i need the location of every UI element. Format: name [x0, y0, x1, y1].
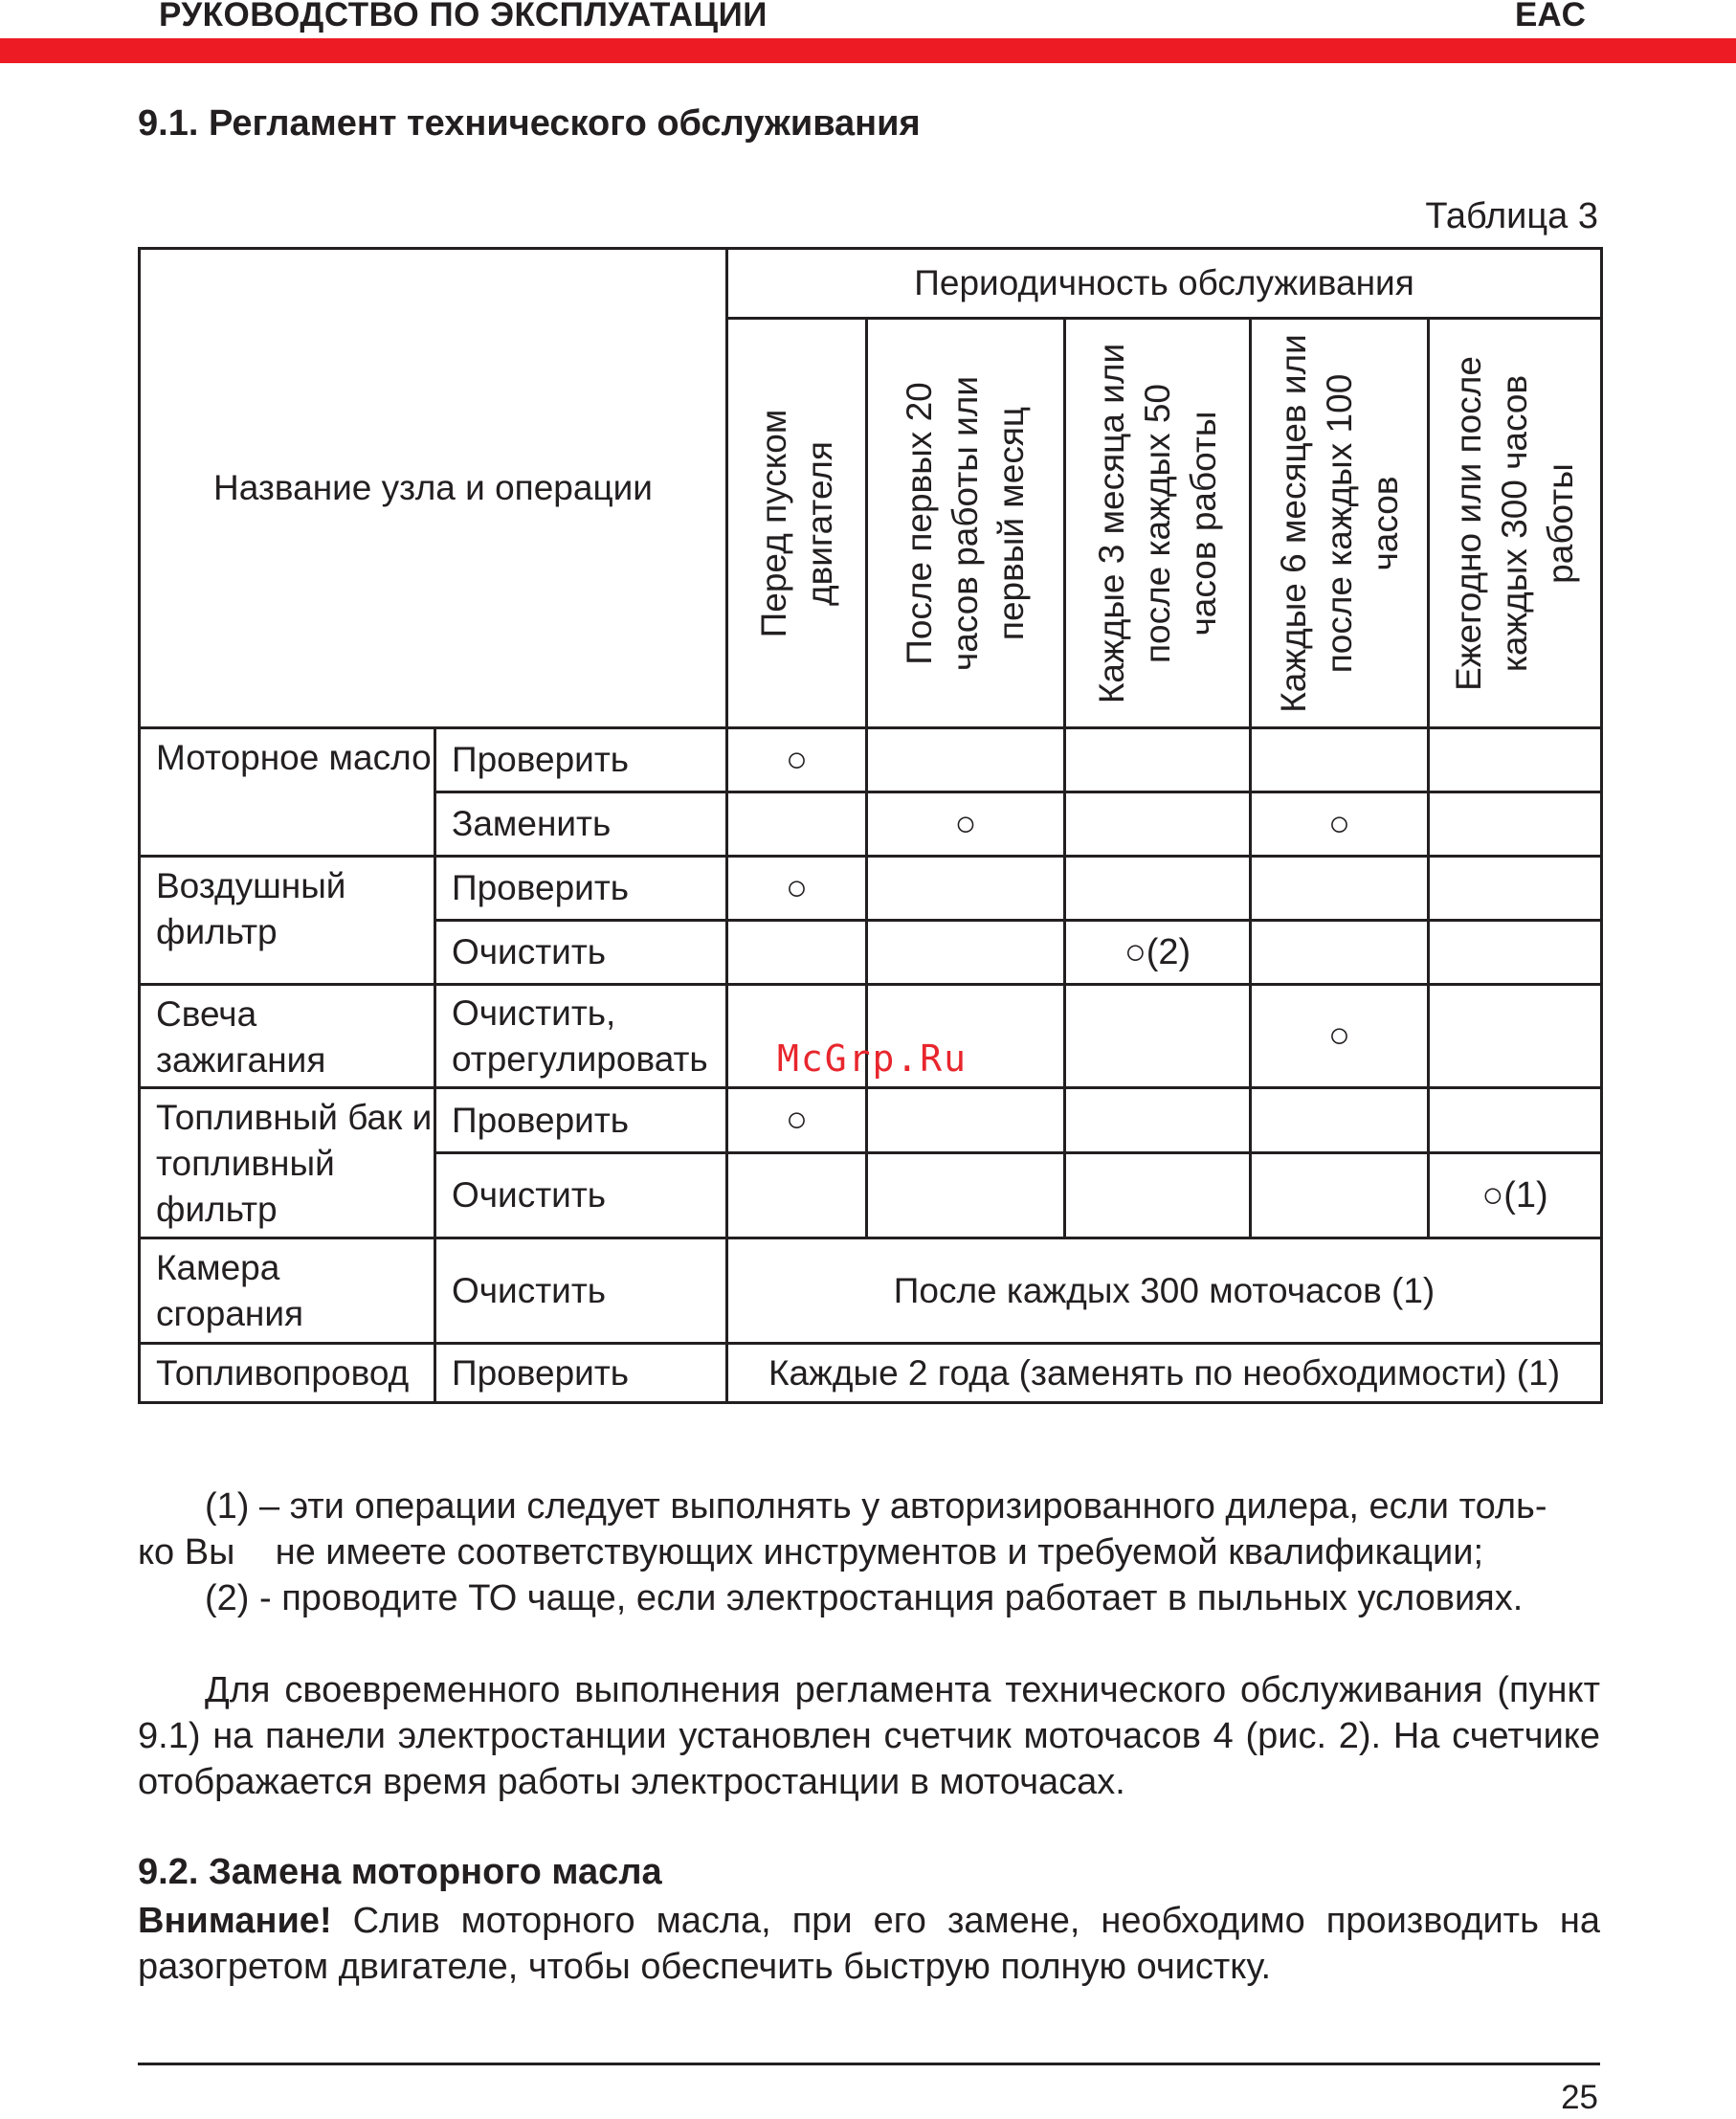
node-cell: Топливопровод: [140, 1344, 435, 1403]
header-title: РУКОВОДСТВО ПО ЭКСПЛУАТАЦИИ: [159, 0, 768, 33]
footnote-1: [138, 1483, 1600, 1575]
node-cell: Моторное масло: [140, 728, 435, 857]
schedule-cell: [1429, 985, 1602, 1088]
footnote-2-text: проводите ТО чаще, если электростанция работает в пыльных условиях.: [281, 1578, 1524, 1618]
schedule-cell: ○: [727, 1088, 867, 1153]
schedule-cell: [1251, 857, 1429, 921]
schedule-cell: [727, 921, 867, 985]
paragraph-hour-meter: [138, 1667, 1600, 1805]
schedule-cell: ○: [727, 857, 867, 921]
table-node-header: Название узла и операции: [140, 249, 727, 728]
table-row: [140, 1238, 1602, 1344]
table-caption: Таблица 3: [1425, 196, 1598, 236]
operation-cell: Проверить: [435, 728, 727, 792]
schedule-cell: [867, 921, 1065, 985]
schedule-cell: [867, 728, 1065, 792]
page-number: 25: [1561, 2079, 1598, 2116]
period-header-cell: [1429, 319, 1602, 728]
schedule-cell: [1065, 1088, 1251, 1153]
operation-cell: Очистить: [435, 921, 727, 985]
operation-cell: Проверить: [435, 1088, 727, 1153]
schedule-cell: [727, 1153, 867, 1238]
schedule-cell: ○(2): [1065, 921, 1251, 985]
schedule-cell: [867, 857, 1065, 921]
node-cell: Свеча зажигания: [140, 985, 435, 1088]
operation-cell: Проверить: [435, 1344, 727, 1403]
schedule-cell: [1429, 921, 1602, 985]
schedule-cell: [1065, 728, 1251, 792]
footer-divider: [138, 2063, 1600, 2065]
footnote-1-marker: (1) –: [205, 1486, 280, 1527]
schedule-cell: ○: [727, 728, 867, 792]
period-header-cell: [867, 319, 1065, 728]
period-header-cell: [1251, 319, 1429, 728]
schedule-cell: [1251, 921, 1429, 985]
table-period-header: Периодичность обслуживания: [727, 249, 1602, 319]
warning-text: Слив моторного масла, при его замене, необходимо производить на разогретом двигателе, чтобы обеспечить быструю полную очистку.: [138, 1901, 1600, 1987]
eac-mark: EAC: [1515, 0, 1586, 33]
schedule-cell: [1065, 985, 1251, 1088]
schedule-cell: [1065, 792, 1251, 857]
schedule-cell: ○: [1251, 985, 1429, 1088]
schedule-cell: [1429, 1088, 1602, 1153]
schedule-cell: ○: [1251, 792, 1429, 857]
schedule-span-cell: Каждые 2 года (заменять по необходимости) (1): [727, 1344, 1602, 1403]
paragraph-1-text: Для своевременного выполнения регламента технического обслуживания (пункт 9.1) на панели электростанции установлен счетчик моточасов 4 (рис. 2). На счетчике отображается время работы электростанции в моточасах.: [138, 1670, 1600, 1802]
schedule-cell: ○: [867, 792, 1065, 857]
period-label: Каждые 6 месяцев или после каждых 100 часов: [1273, 333, 1405, 713]
schedule-cell: [1429, 857, 1602, 921]
schedule-span-cell: После каждых 300 моточасов (1): [727, 1238, 1602, 1344]
operation-cell: Заменить: [435, 792, 727, 857]
table-row: [140, 1088, 1602, 1153]
header-red-bar: [0, 38, 1736, 63]
schedule-cell: [867, 1153, 1065, 1238]
schedule-cell: [867, 1088, 1065, 1153]
operation-cell: Очистить, отрегулировать: [435, 985, 727, 1088]
operation-cell: Очистить: [435, 1153, 727, 1238]
period-header-cell: [727, 319, 867, 728]
schedule-cell: ○(1): [1429, 1153, 1602, 1238]
schedule-cell: [1429, 728, 1602, 792]
schedule-cell: [1065, 1153, 1251, 1238]
period-label: Ежегодно или после каждых 300 часов работы: [1449, 355, 1581, 691]
maintenance-schedule-table: [138, 247, 1603, 1404]
operation-cell: Проверить: [435, 857, 727, 921]
schedule-cell: [1251, 1088, 1429, 1153]
section-9-2-title: 9.2. Замена моторного масла: [138, 1852, 662, 1892]
section-9-1-title: 9.1. Регламент технического обслуживания: [138, 103, 921, 144]
schedule-cell: [727, 792, 867, 857]
warning-label: Внимание!: [138, 1901, 332, 1941]
table-row: [140, 1344, 1602, 1403]
watermark: McGrp.Ru: [777, 1037, 968, 1080]
period-label: Каждые 3 месяца или после каждых 50 часов работы: [1091, 343, 1223, 703]
schedule-cell: [1251, 1153, 1429, 1238]
period-header-cell: [1065, 319, 1251, 728]
schedule-cell: [1065, 857, 1251, 921]
period-label: Перед пуском двигателя: [753, 409, 839, 637]
table-row: [140, 857, 1602, 921]
table-row: [140, 728, 1602, 792]
operation-cell: Очистить: [435, 1238, 727, 1344]
footnote-1-line1: эти операции следует выполнять у авторизированного дилера, если толь-: [289, 1486, 1547, 1527]
warning-paragraph: [138, 1898, 1600, 1990]
period-label: После первых 20 часов работы или первый месяц: [900, 375, 1032, 671]
node-cell: Камера сгорания: [140, 1238, 435, 1344]
schedule-cell: [1251, 728, 1429, 792]
footnote-1-line2: ко Вы не имеете соответствующих инструментов и требуемой квалификации;: [138, 1532, 1483, 1573]
node-cell: Воздушный фильтр: [140, 857, 435, 985]
footnote-2-marker: (2) -: [205, 1578, 272, 1618]
node-cell: Топливный бак и топливный фильтр: [140, 1088, 435, 1238]
schedule-cell: [1429, 792, 1602, 857]
footnote-2: [138, 1575, 1600, 1621]
